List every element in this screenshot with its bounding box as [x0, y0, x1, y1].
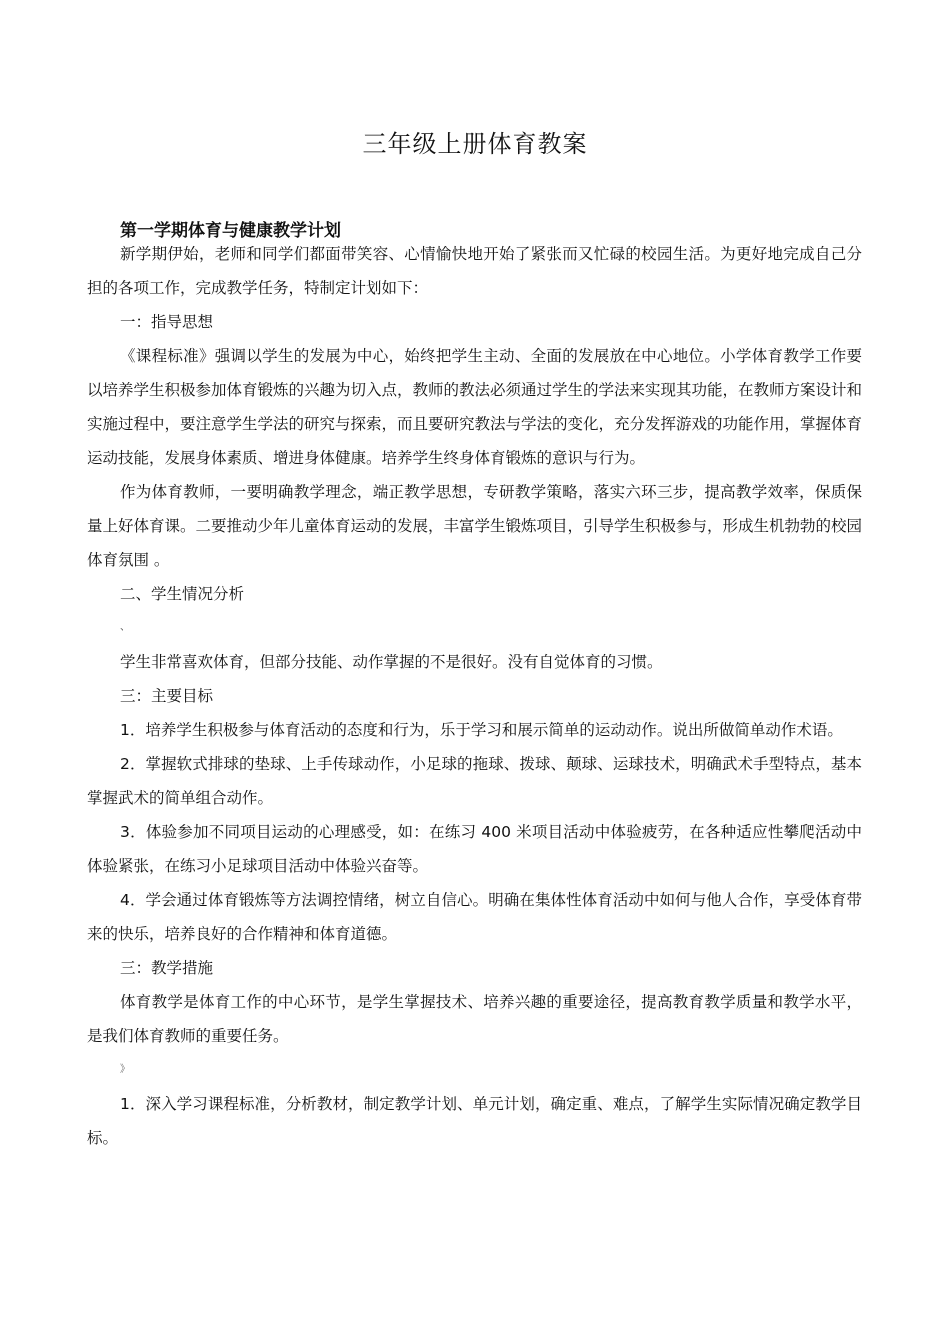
document-body: [87, 237, 862, 1155]
intro-paragraph: 新学期伊始，老师和同学们都面带笑容、心情愉快地开始了紧张而又忙碌的校园生活。为更好地完成自己分担的各项工作，完成教学任务，特制定计划如下：: [87, 245, 862, 297]
stray-mark: 》: [120, 1064, 130, 1075]
goal-item: 1．培养学生积极参与体育活动的态度和行为，乐于学习和展示简单的运动动作。说出所做简单动作术语。: [120, 721, 843, 739]
section-heading-teaching-measures: 三：教学措施: [120, 959, 214, 977]
plan-subtitle: 第一学期体育与健康教学计划: [120, 221, 341, 241]
section-heading-guiding-ideology: 一：指导思想: [120, 313, 214, 331]
teaching-measures-paragraph: 体育教学是体育工作的中心环节，是学生掌握技术、培养兴趣的重要途径，提高教育教学质量和教学水平，是我们体育教师的重要任务。: [87, 993, 862, 1045]
section-heading-student-analysis: 二、学生情况分析: [120, 585, 245, 603]
goal-item: 4．学会通过体育锻炼等方法调控情绪，树立自信心。明确在集体性体育活动中如何与他人合作，享受体育带来的快乐，培养良好的合作精神和体育道德。: [87, 891, 862, 943]
goal-item: 2．掌握软式排球的垫球、上手传球动作，小足球的拖球、拨球、颠球、运球技术，明确武术手型特点，基本掌握武术的简单组合动作。: [87, 755, 862, 807]
student-analysis-paragraph: 学生非常喜欢体育，但部分技能、动作掌握的不是很好。没有自觉体育的习惯。: [120, 653, 663, 671]
goal-item: 3．体验参加不同项目运动的心理感受，如：在练习 400 米项目活动中体验疲劳，在各种适应性攀爬活动中体验紧张，在练习小足球项目活动中体验兴奋等。: [87, 823, 862, 875]
document-title: 三年级上册体育教案: [362, 130, 588, 158]
stray-mark: 、: [120, 622, 130, 633]
section-heading-main-goals: 三：主要目标: [120, 687, 214, 705]
measure-item: 1．深入学习课程标准，分析教材，制定教学计划、单元计划，确定重、难点，了解学生实际情况确定教学目标。: [87, 1095, 862, 1147]
guiding-ideology-paragraph-2: 作为体育教师，一要明确教学理念，端正教学思想，专研教学策略，落实六环三步，提高教学效率，保质保量上好体育课。二要推动少年儿童体育运动的发展，丰富学生锻炼项目，引导学生积极参与，形成生机勃勃的校园体育氛围 。: [87, 483, 863, 569]
guiding-ideology-paragraph-1: 《课程标准》强调以学生的发展为中心，始终把学生主动、全面的发展放在中心地位。小学体育教学工作要以培养学生积极参加体育锻炼的兴趣为切入点，教师的教法必须通过学生的学法来实现其功能，在教师方案设计和实施过程中，要注意学生学法的研究与探索，而且要研究教法与学法的变化，充分发挥游戏的功能作用，掌握体育运动技能，发展身体素质、增进身体健康。培养学生终身体育锻炼的意识与行为。: [87, 347, 863, 467]
